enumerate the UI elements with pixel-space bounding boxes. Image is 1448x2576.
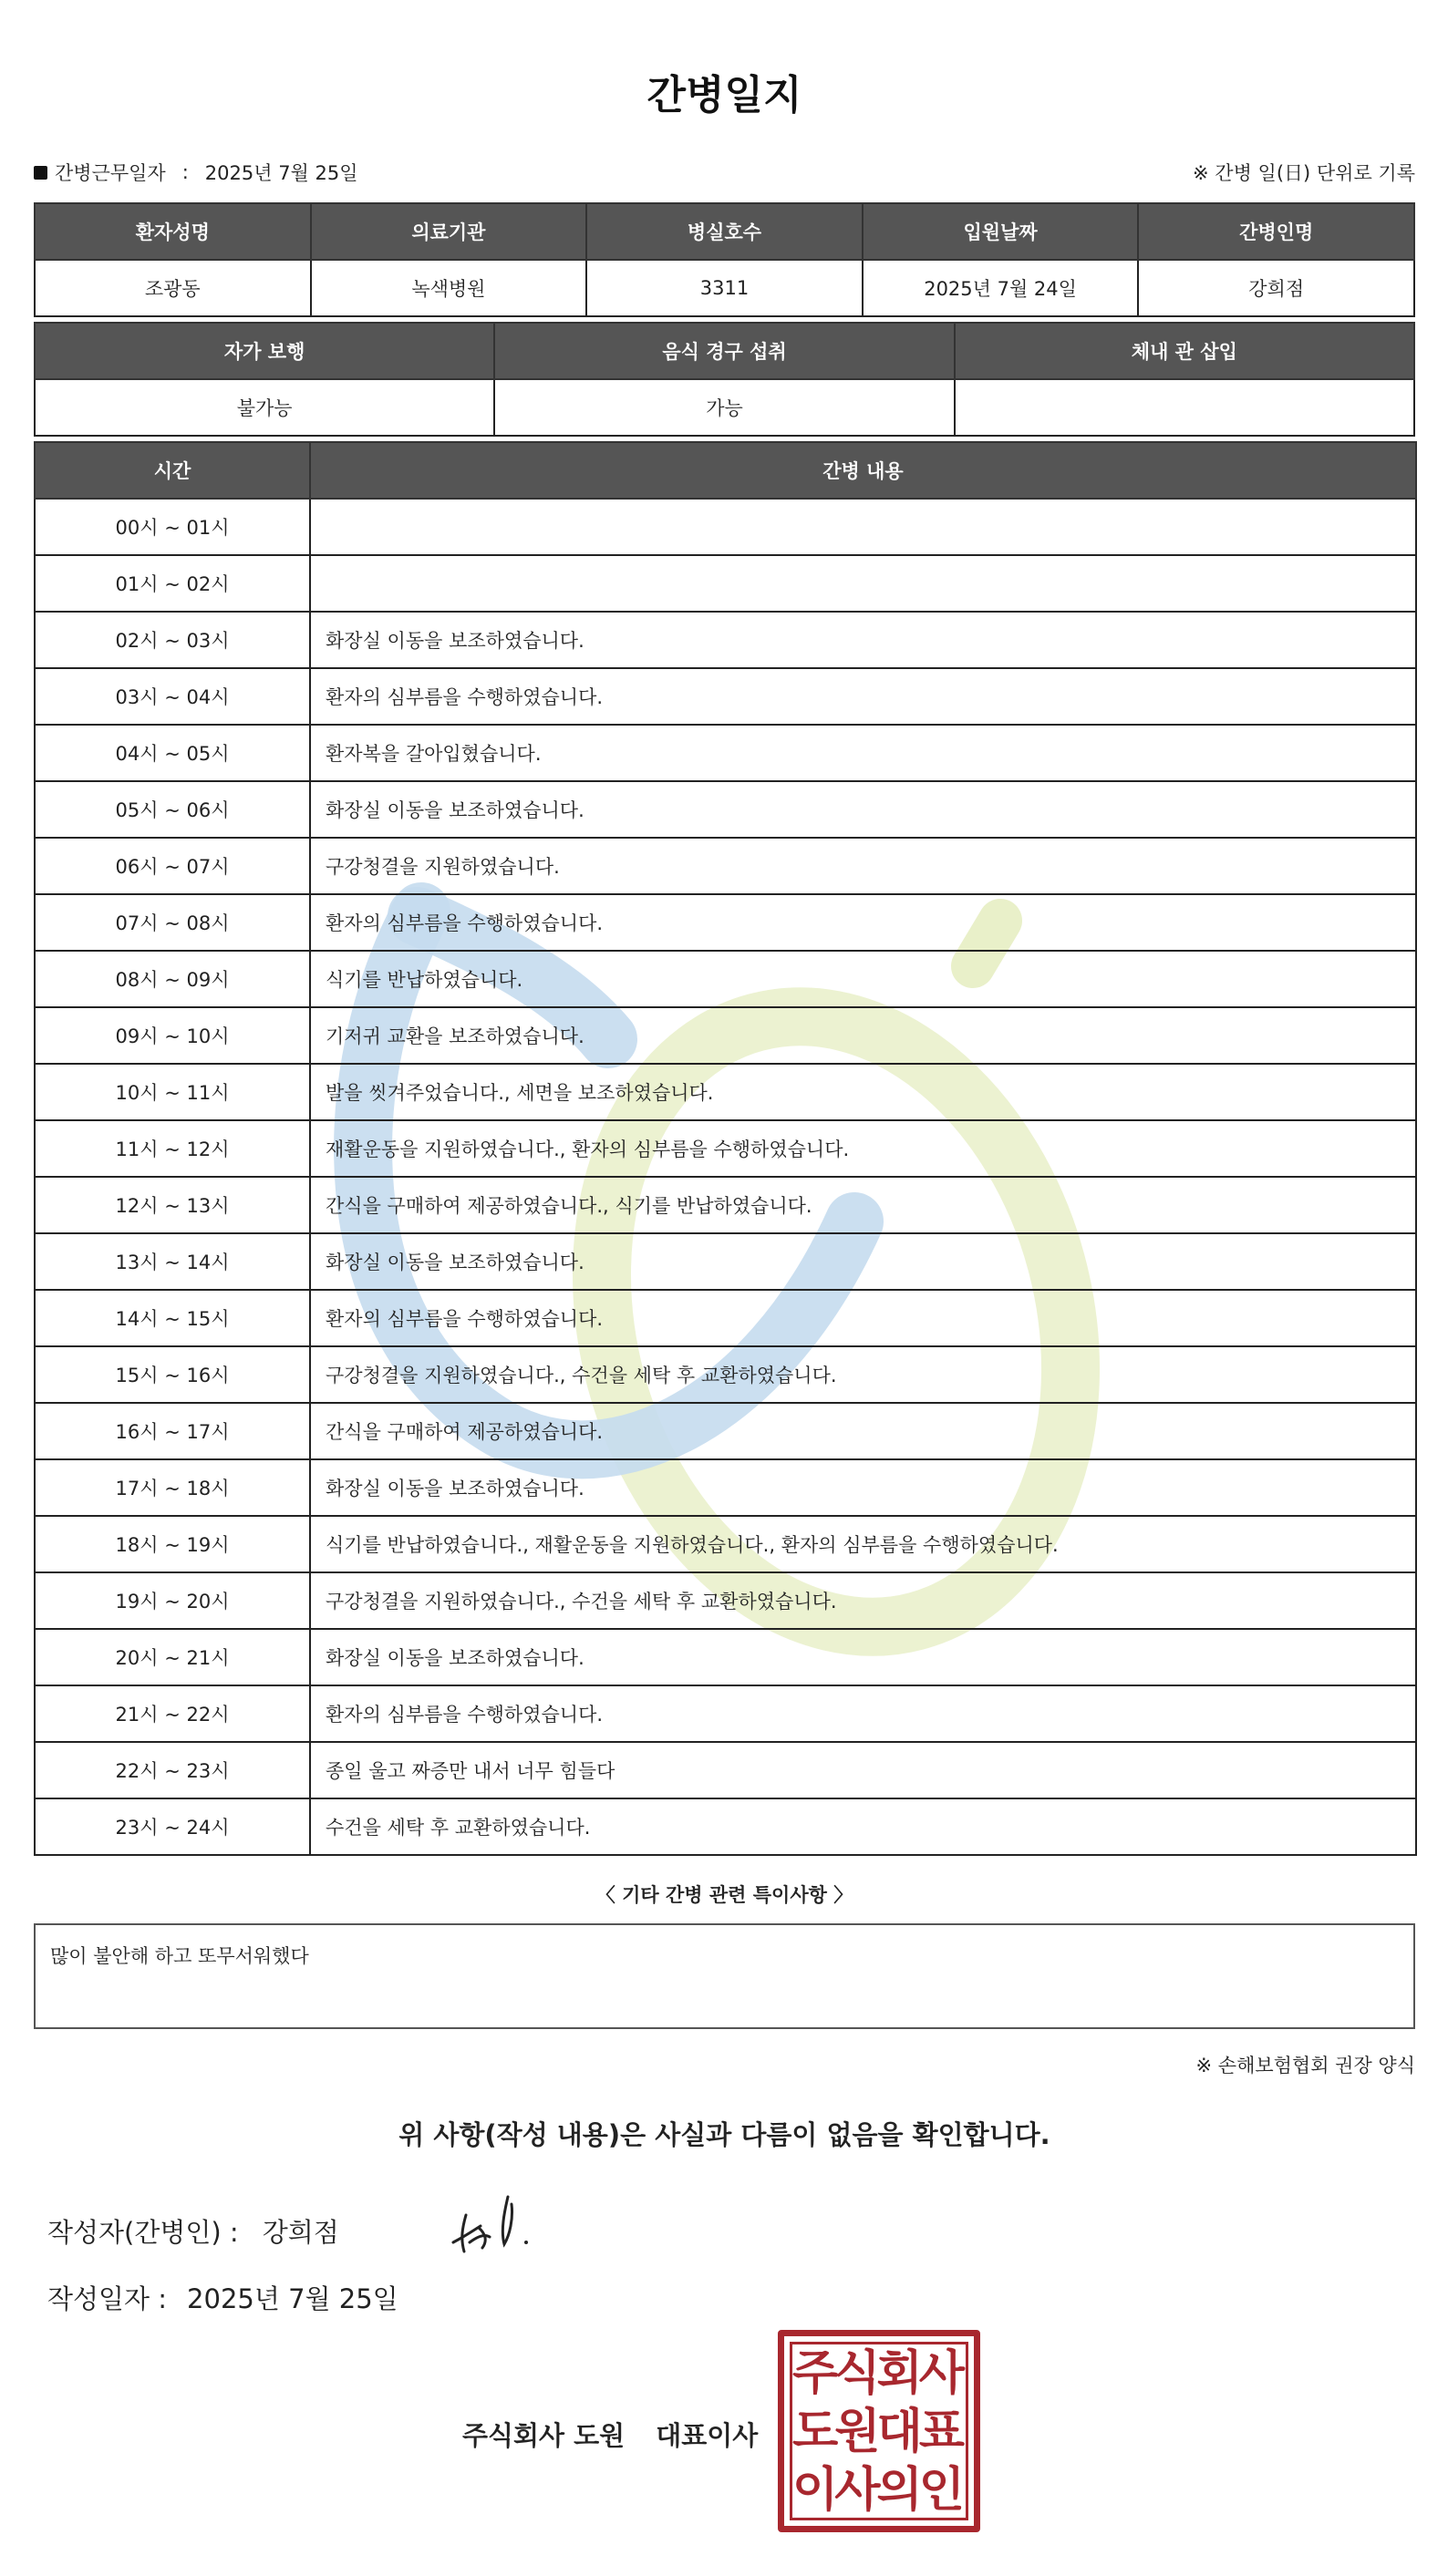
written-date-label: 작성일자 : <box>47 2283 168 2314</box>
content-cell: 화장실 이동을 보조하였습니다. <box>310 1233 1416 1290</box>
table-row <box>35 838 1416 894</box>
content-cell: 환자복을 갈아입혔습니다. <box>310 725 1416 781</box>
time-cell: 07시 ~ 08시 <box>35 894 310 951</box>
content-cell: 종일 울고 짜증만 내서 너무 힘들다 <box>310 1742 1416 1798</box>
table-row <box>35 951 1416 1007</box>
table-row <box>35 1459 1416 1516</box>
signature-stroke <box>453 2197 512 2251</box>
signature-icon <box>417 2180 544 2262</box>
admission-date: 2025년 7월 24일 <box>863 260 1139 316</box>
table-row <box>35 1403 1416 1459</box>
header-oral-intake: 음식 경구 섭취 <box>494 323 954 379</box>
content-cell: 기저귀 교환을 보조하였습니다. <box>310 1007 1416 1064</box>
content-cell: 화장실 이동을 보조하였습니다. <box>310 612 1416 668</box>
patient-name: 조광동 <box>35 260 311 316</box>
seal-row-1 <box>792 2345 966 2401</box>
table-row <box>35 612 1416 668</box>
time-cell: 00시 ~ 01시 <box>35 499 310 555</box>
time-cell: 10시 ~ 11시 <box>35 1064 310 1120</box>
time-cell: 20시 ~ 21시 <box>35 1629 310 1685</box>
oral-intake-value: 가능 <box>494 379 954 436</box>
content-cell: 구강청결을 지원하였습니다., 수건을 세탁 후 교환하였습니다. <box>310 1346 1416 1403</box>
patient-info-table <box>34 202 1415 317</box>
table-row <box>35 1007 1416 1064</box>
time-cell: 18시 ~ 19시 <box>35 1516 310 1572</box>
header-admission-date: 입원날짜 <box>863 203 1139 260</box>
content-cell: 식기를 반납하였습니다. <box>310 951 1416 1007</box>
written-date-line <box>47 2279 398 2316</box>
table-row <box>35 499 1416 555</box>
seal-row-3-text: 이사의인 <box>792 2462 961 2518</box>
table-row <box>35 1742 1416 1798</box>
time-cell: 19시 ~ 20시 <box>35 1572 310 1629</box>
work-date-colon: : <box>181 161 189 183</box>
header-tube-insertion: 체내 관 삽입 <box>955 323 1414 379</box>
content-cell: 환자의 심부름을 수행하였습니다. <box>310 1290 1416 1346</box>
content-cell <box>310 499 1416 555</box>
time-cell: 05시 ~ 06시 <box>35 781 310 838</box>
content-cell: 화장실 이동을 보조하였습니다. <box>310 781 1416 838</box>
confirmation-statement: 위 사항(작성 내용)은 사실과 다름이 없음을 확인합니다. <box>398 2119 1050 2150</box>
header-patient-name: 환자성명 <box>35 203 311 260</box>
content-cell: 환자의 심부름을 수행하였습니다. <box>310 894 1416 951</box>
table-row <box>35 1064 1416 1120</box>
table-row <box>35 1798 1416 1855</box>
content-cell: 간식을 구매하여 제공하였습니다. <box>310 1403 1416 1459</box>
log-header-row <box>35 442 1416 499</box>
content-cell: 화장실 이동을 보조하였습니다. <box>310 1629 1416 1685</box>
time-cell: 21시 ~ 22시 <box>35 1685 310 1742</box>
table-row <box>35 1516 1416 1572</box>
unit-note: ※ 간병 일(日) 단위로 기록 <box>1193 162 1415 184</box>
table-row <box>35 1629 1416 1685</box>
written-date-value: 2025년 7월 25일 <box>187 2283 398 2314</box>
header-room-number: 병실호수 <box>586 203 863 260</box>
notes-title: 〈 기타 간병 관련 특이사항 〉 <box>595 1884 853 1906</box>
status-header-row <box>35 323 1414 379</box>
table-row <box>35 1177 1416 1233</box>
notes-text: 많이 불안해 하고 또무서워했다 <box>50 1945 309 1967</box>
content-cell: 구강청결을 지원하였습니다., 수건을 세탁 후 교환하였습니다. <box>310 1572 1416 1629</box>
caregiver-name: 강희점 <box>1138 260 1414 316</box>
table-row <box>35 781 1416 838</box>
time-cell: 09시 ~ 10시 <box>35 1007 310 1064</box>
table-row <box>35 1290 1416 1346</box>
writer-line <box>47 2212 339 2250</box>
page-title: 간병일지 <box>646 72 802 118</box>
header-self-walking: 자가 보행 <box>35 323 494 379</box>
room-number: 3311 <box>586 260 863 316</box>
company-line <box>462 2416 758 2453</box>
time-cell: 06시 ~ 07시 <box>35 838 310 894</box>
time-cell: 08시 ~ 09시 <box>35 951 310 1007</box>
table-row <box>35 1685 1416 1742</box>
time-cell: 15시 ~ 16시 <box>35 1346 310 1403</box>
time-cell: 14시 ~ 15시 <box>35 1290 310 1346</box>
company-name: 주식회사 도원 <box>462 2420 626 2451</box>
hospital-name: 녹색병원 <box>311 260 587 316</box>
company-seal-stamp <box>778 2330 980 2532</box>
time-cell: 12시 ~ 13시 <box>35 1177 310 1233</box>
time-cell: 04시 ~ 05시 <box>35 725 310 781</box>
time-cell: 17시 ~ 18시 <box>35 1459 310 1516</box>
patient-value-row <box>35 260 1414 316</box>
care-log-page <box>34 0 1415 2576</box>
time-cell: 01시 ~ 02시 <box>35 555 310 612</box>
seal-row-2-text: 도원대표 <box>792 2404 961 2459</box>
seal-row-2 <box>792 2404 966 2459</box>
content-cell: 환자의 심부름을 수행하였습니다. <box>310 668 1416 725</box>
form-note: ※ 손해보험협회 권장 양식 <box>1195 2055 1415 2076</box>
self-walking-value: 불가능 <box>35 379 494 436</box>
work-date-label: 간병근무일자 <box>55 162 166 184</box>
content-cell: 수건을 세탁 후 교환하였습니다. <box>310 1798 1416 1855</box>
content-cell: 간식을 구매하여 제공하였습니다., 식기를 반납하였습니다. <box>310 1177 1416 1233</box>
square-bullet-icon <box>34 166 47 180</box>
company-role: 대표이사 <box>656 2420 759 2451</box>
table-row <box>35 555 1416 612</box>
meta-row <box>34 159 1415 190</box>
content-cell: 환자의 심부름을 수행하였습니다. <box>310 1685 1416 1742</box>
header-care-content: 간병 내용 <box>310 442 1416 499</box>
time-cell: 02시 ~ 03시 <box>35 612 310 668</box>
seal-row-3 <box>792 2462 966 2518</box>
table-row <box>35 1120 1416 1177</box>
time-cell: 13시 ~ 14시 <box>35 1233 310 1290</box>
writer-label: 작성자(간병인) : <box>47 2217 239 2248</box>
header-hospital: 의료기관 <box>311 203 587 260</box>
patient-header-row <box>35 203 1414 260</box>
status-value-row <box>35 379 1414 436</box>
seal-row-1-text: 주식회사 <box>792 2345 961 2401</box>
time-cell: 16시 ~ 17시 <box>35 1403 310 1459</box>
table-row <box>35 668 1416 725</box>
content-cell <box>310 555 1416 612</box>
time-cell: 03시 ~ 04시 <box>35 668 310 725</box>
notes-box <box>34 1923 1415 2029</box>
time-cell: 23시 ~ 24시 <box>35 1798 310 1855</box>
time-cell: 22시 ~ 23시 <box>35 1742 310 1798</box>
time-cell: 11시 ~ 12시 <box>35 1120 310 1177</box>
content-cell: 발을 씻겨주었습니다., 세면을 보조하였습니다. <box>310 1064 1416 1120</box>
content-cell: 화장실 이동을 보조하였습니다. <box>310 1459 1416 1516</box>
content-cell: 구강청결을 지원하였습니다. <box>310 838 1416 894</box>
writer-name: 강희점 <box>262 2217 339 2248</box>
content-cell: 재활운동을 지원하였습니다., 환자의 심부름을 수행하였습니다. <box>310 1120 1416 1177</box>
table-row <box>35 725 1416 781</box>
header-caregiver-name: 간병인명 <box>1138 203 1414 260</box>
table-row <box>35 894 1416 951</box>
patient-status-table <box>34 322 1415 437</box>
hourly-log-table <box>34 441 1417 1856</box>
content-cell: 식기를 반납하였습니다., 재활운동을 지원하였습니다., 환자의 심부름을 수행하였습니다. <box>310 1516 1416 1572</box>
table-row <box>35 1572 1416 1629</box>
table-row <box>35 1346 1416 1403</box>
tube-insertion-value <box>955 379 1414 436</box>
table-row <box>35 1233 1416 1290</box>
work-date-value: 2025년 7월 25일 <box>204 162 358 184</box>
signature-dot <box>524 2241 528 2244</box>
work-date <box>34 159 358 186</box>
header-time: 시간 <box>35 442 310 499</box>
